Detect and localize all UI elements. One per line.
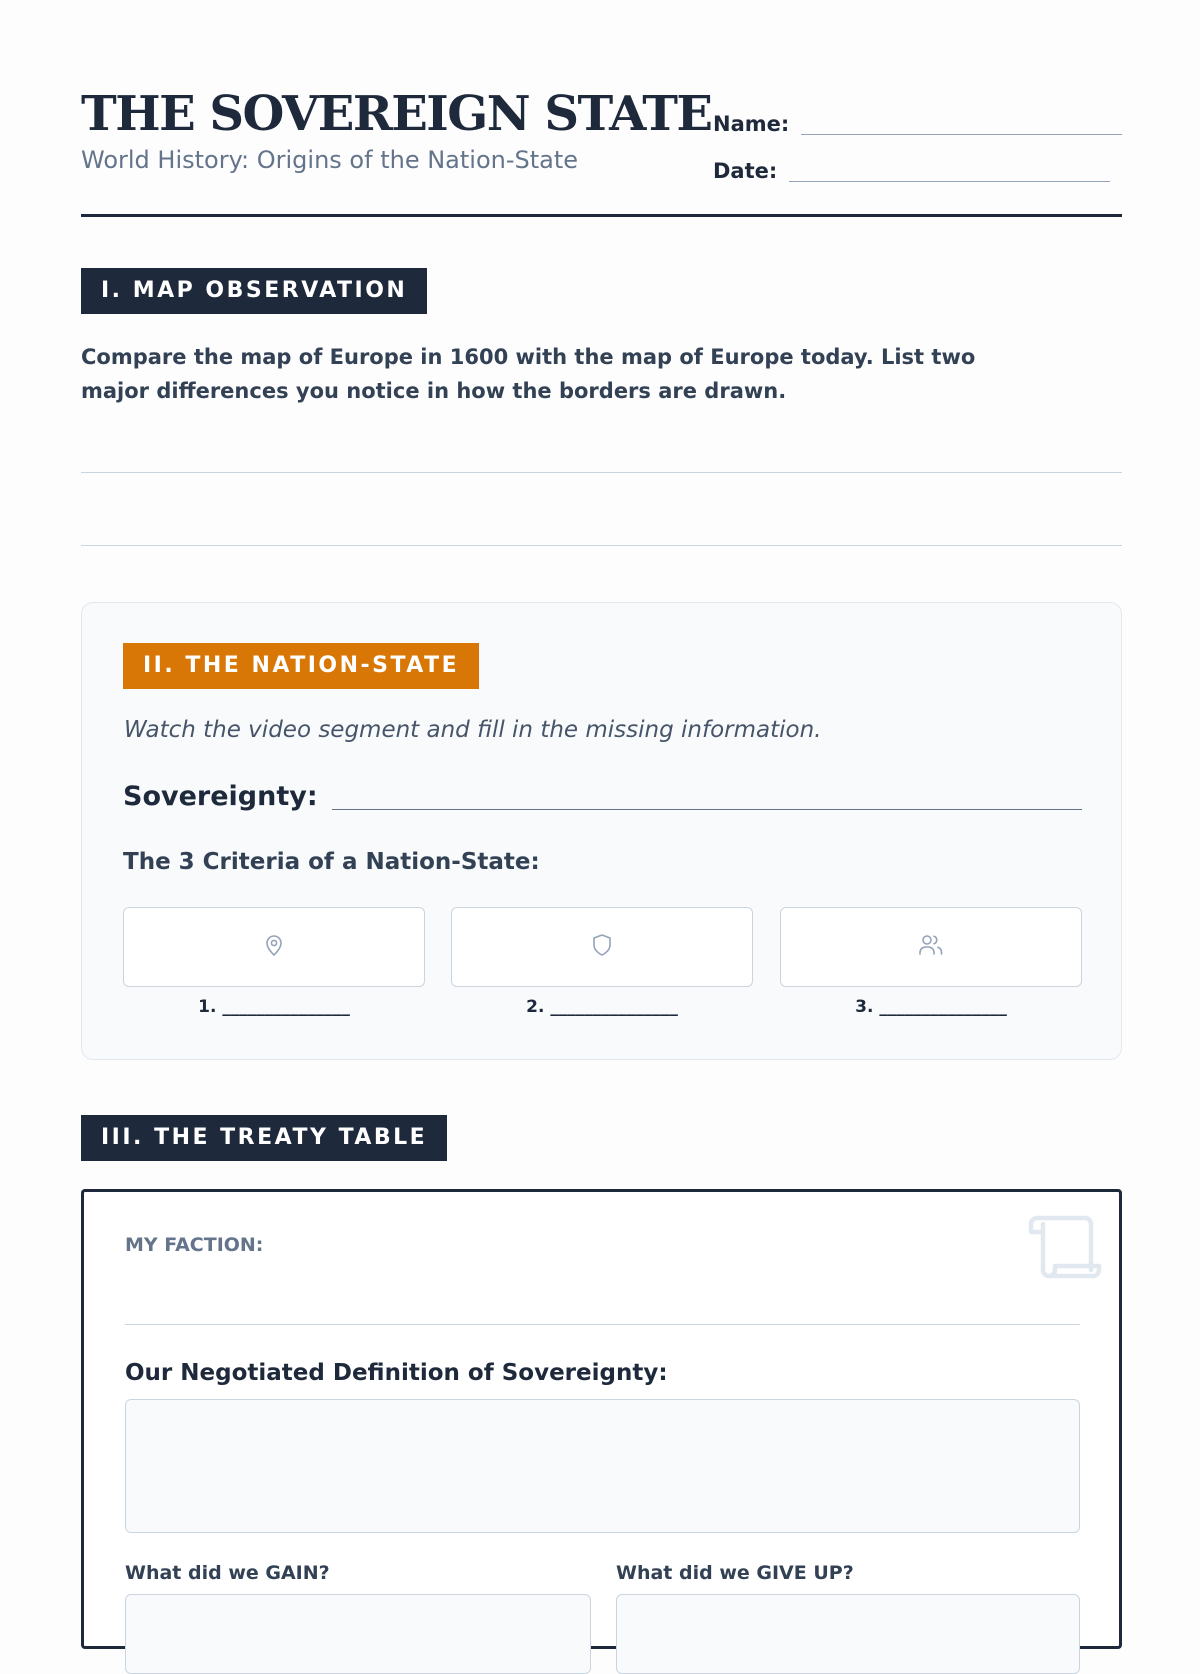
definition-answer-box[interactable] xyxy=(125,1399,1080,1533)
video-instruction: Watch the video segment and fill in the missing information. xyxy=(124,717,822,743)
sovereignty-row xyxy=(123,779,1082,810)
scroll-icon xyxy=(1027,1210,1103,1284)
give-up-answer-box[interactable] xyxy=(616,1594,1080,1674)
faction-label: MY FACTION: xyxy=(125,1234,264,1256)
criterion-3 xyxy=(780,907,1082,1017)
page-subtitle: World History: Origins of the Nation-State xyxy=(81,146,579,174)
criterion-box-1[interactable] xyxy=(123,907,425,987)
criterion-label-1: 1. _______________ xyxy=(198,997,350,1017)
gain-answer-box[interactable] xyxy=(125,1594,591,1674)
users-icon xyxy=(918,933,944,961)
definition-label: Our Negotiated Definition of Sovereignty: xyxy=(125,1360,668,1386)
shield-icon xyxy=(590,933,614,961)
criterion-label-3: 3. _______________ xyxy=(855,997,1007,1017)
criterion-label-2: 2. _______________ xyxy=(526,997,678,1017)
name-input-line[interactable] xyxy=(801,106,1122,135)
date-input-line[interactable] xyxy=(789,153,1110,182)
map-pin-icon xyxy=(262,933,286,961)
page-title: THE SOVEREIGN STATE xyxy=(81,86,712,142)
sovereignty-input-line[interactable] xyxy=(332,779,1082,810)
criterion-1 xyxy=(123,907,425,1017)
give-up-label: What did we GIVE UP? xyxy=(616,1562,854,1584)
map-observation-prompt: Compare the map of Europe in 1600 with the map of Europe today. List two major differences you notice in how the borders are drawn. xyxy=(81,345,976,403)
answer-line-2[interactable] xyxy=(81,545,1122,546)
criterion-box-3[interactable] xyxy=(780,907,1082,987)
name-label: Name: xyxy=(713,112,790,136)
treaty-table-box xyxy=(81,1189,1122,1649)
section-heading-map-observation: I. MAP OBSERVATION xyxy=(81,268,427,314)
section-heading-nation-state: II. THE NATION-STATE xyxy=(123,643,479,689)
criterion-box-2[interactable] xyxy=(451,907,753,987)
name-field xyxy=(713,106,1122,135)
gain-label: What did we GAIN? xyxy=(125,1562,330,1584)
sovereignty-label: Sovereignty: xyxy=(123,781,318,812)
date-field xyxy=(713,153,1110,182)
faction-input-line[interactable] xyxy=(125,1324,1080,1325)
section-heading-treaty-table: III. THE TREATY TABLE xyxy=(81,1115,447,1161)
worksheet-header xyxy=(81,80,1122,217)
answer-line-1[interactable] xyxy=(81,472,1122,473)
nation-state-panel xyxy=(81,602,1122,1060)
worksheet-page xyxy=(81,0,1122,1600)
date-label: Date: xyxy=(713,159,778,183)
criteria-title: The 3 Criteria of a Nation-State: xyxy=(123,849,540,875)
criterion-2 xyxy=(451,907,753,1017)
